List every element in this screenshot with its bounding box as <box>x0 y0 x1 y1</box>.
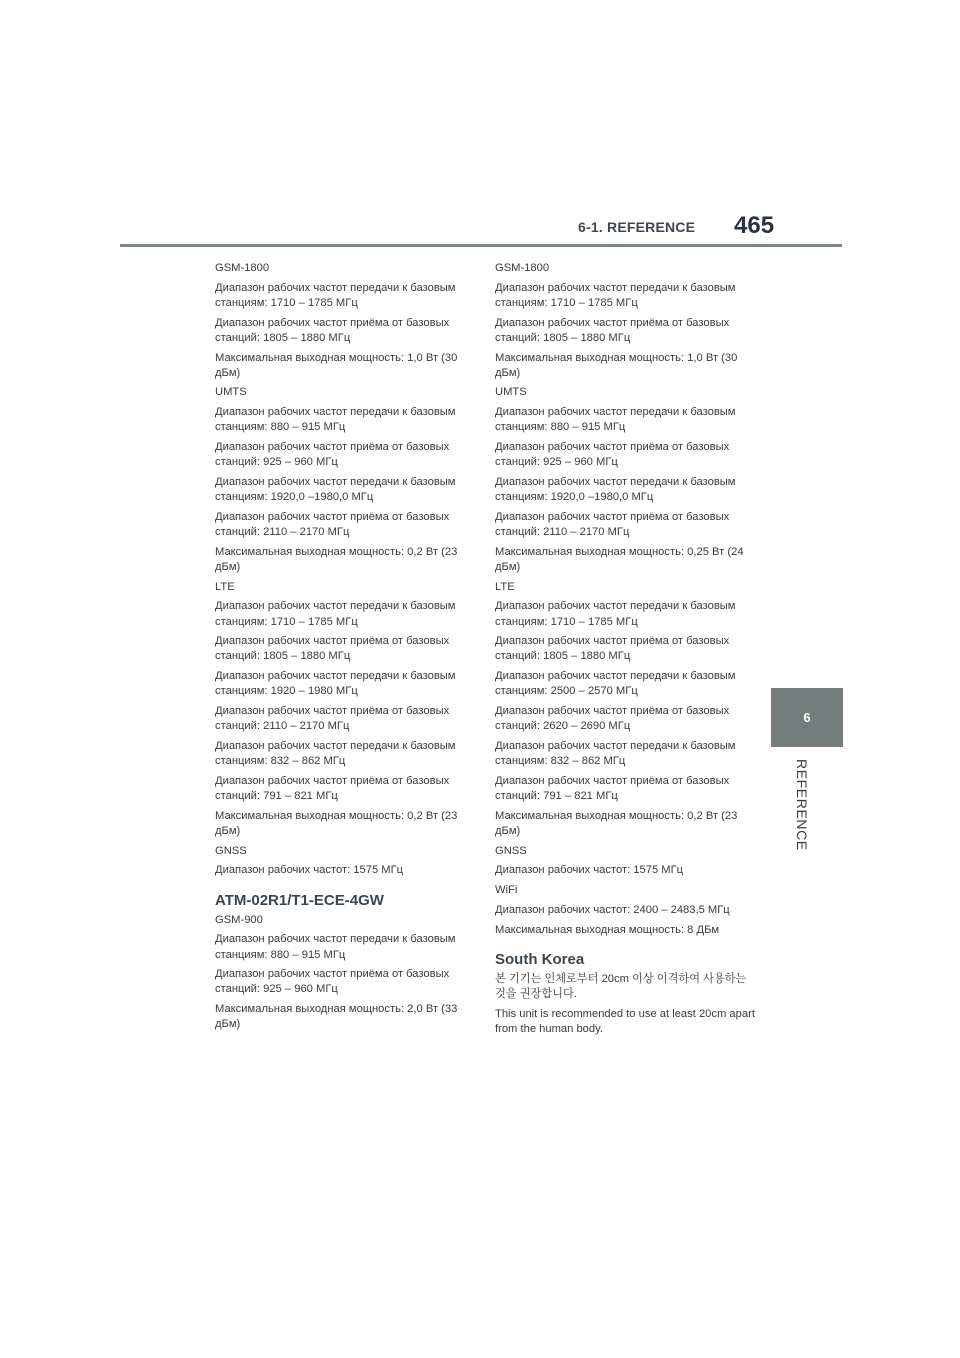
spec-line: Диапазон рабочих частот передачи к базовым станциям: 1710 – 1785 МГц <box>215 600 456 628</box>
spec-line: Максимальная выходная мощность: 0,2 Вт (23 дБм) <box>495 809 738 837</box>
spec-line: LTE <box>215 580 235 593</box>
spec-line: Диапазон рабочих частот приёма от базовых станций: 1805 – 1880 МГц <box>215 316 450 344</box>
spec-line: Диапазон рабочих частот передачи к базовым станциям: 1920,0 –1980,0 МГц <box>215 475 456 504</box>
chapter-tab-number: 6 <box>803 710 811 725</box>
spec-line: Диапазон рабочих частот передачи к базовым станциям: 880 – 915 МГц <box>215 406 456 434</box>
spec-line: Диапазон рабочих частот передачи к базовым станциям: 832 – 862 МГц <box>215 739 456 768</box>
spec-line: Максимальная выходная мощность: 1,0 Вт (30 дБм) <box>215 351 458 379</box>
spec-line: Диапазон рабочих частот приёма от базовых станций: 1805 – 1880 МГц <box>495 635 730 663</box>
spec-line: Диапазон рабочих частот передачи к базовым станциям: 1710 – 1785 МГц <box>495 281 736 309</box>
section-heading: ATM-02R1/T1-ECE-4GW <box>215 891 384 909</box>
spec-line: Диапазон рабочих частот передачи к базовым станциям: 880 – 915 МГц <box>495 406 736 434</box>
spec-line: 본 기기는 인체로부터 20cm 이상 이격하여 사용하는 것을 권장합니다. <box>495 972 747 1000</box>
spec-line: GSM-1800 <box>495 262 550 274</box>
spec-line: Диапазон рабочих частот приёма от базовых станций: 1805 – 1880 МГц <box>495 316 730 344</box>
spec-line: Диапазон рабочих частот передачи к базовым станциям: 1710 – 1785 МГц <box>495 600 736 628</box>
spec-line: WiFi <box>495 884 518 897</box>
spec-line: Диапазон рабочих частот передачи к базовым станциям: 880 – 915 МГц <box>215 933 456 961</box>
spec-line: Диапазон рабочих частот передачи к базовым станциям: 832 – 862 МГц <box>495 739 736 768</box>
spec-line: Диапазон рабочих частот приёма от базовых станций: 925 – 960 МГц <box>215 441 450 469</box>
spec-line: Диапазон рабочих частот приёма от базовых станций: 2110 – 2170 МГц <box>215 705 450 733</box>
spec-line: Диапазон рабочих частот: 2400 – 2483,5 МГц <box>495 903 730 916</box>
spec-line: Диапазон рабочих частот: 1575 МГц <box>215 864 404 877</box>
left-column <box>215 261 475 1037</box>
spec-line: Максимальная выходная мощность: 1,0 Вт (30 дБм) <box>495 351 738 379</box>
section-heading: South Korea <box>495 950 585 968</box>
header-rule <box>120 244 842 247</box>
spec-line: Диапазон рабочих частот приёма от базовых станций: 2110 – 2170 МГц <box>495 510 730 539</box>
spec-line: This unit is recommended to use at least 20cm apart from the human body. <box>495 1007 755 1035</box>
spec-line: Диапазон рабочих частот: 1575 МГц <box>495 864 684 877</box>
spec-line: Диапазон рабочих частот передачи к базовым станциям: 1710 – 1785 МГц <box>215 281 456 309</box>
spec-line: GSM-900 <box>215 913 263 926</box>
spec-line: Диапазон рабочих частот передачи к базовым станциям: 2500 – 2570 МГц <box>495 670 736 698</box>
page-number: 465 <box>734 212 775 239</box>
spec-line: Максимальная выходная мощность: 0,25 Вт (24 дБм) <box>495 545 744 573</box>
chapter-tab[interactable] <box>771 688 843 747</box>
spec-line: Диапазон рабочих частот приёма от базовых станций: 2620 – 2690 МГц <box>495 705 730 733</box>
spec-line: Диапазон рабочих частот приёма от базовых станций: 791 – 821 МГц <box>495 774 730 803</box>
spec-line: Диапазон рабочих частот приёма от базовых станций: 2110 – 2170 МГц <box>215 510 450 539</box>
spec-line: GSM-1800 <box>215 262 270 274</box>
spec-line: Максимальная выходная мощность: 8 ДБм <box>495 923 720 936</box>
spec-line: Максимальная выходная мощность: 0,2 Вт (23 дБм) <box>215 545 458 573</box>
spec-line: Диапазон рабочих частот приёма от базовых станций: 791 – 821 МГц <box>215 774 450 803</box>
spec-line: Диапазон рабочих частот приёма от базовых станций: 925 – 960 МГц <box>495 441 730 469</box>
spec-line: GNSS <box>495 844 527 857</box>
chapter-tab-label: REFERENCE <box>794 759 810 851</box>
right-column <box>495 261 755 1042</box>
spec-line: Максимальная выходная мощность: 2,0 Вт (33 дБм) <box>215 1003 458 1031</box>
header-section-title: 6-1. REFERENCE <box>578 219 696 235</box>
spec-line: UMTS <box>495 386 527 399</box>
spec-line: Диапазон рабочих частот передачи к базовым станциям: 1920,0 –1980,0 МГц <box>495 475 736 504</box>
spec-line: LTE <box>495 580 515 593</box>
spec-line: GNSS <box>215 844 247 857</box>
spec-line: UMTS <box>215 386 247 399</box>
spec-line: Диапазон рабочих частот приёма от базовых станций: 925 – 960 МГц <box>215 968 450 996</box>
spec-line: Диапазон рабочих частот передачи к базовым станциям: 1920 – 1980 МГц <box>215 670 456 698</box>
spec-line: Максимальная выходная мощность: 0,2 Вт (23 дБм) <box>215 809 458 837</box>
spec-line: Диапазон рабочих частот приёма от базовых станций: 1805 – 1880 МГц <box>215 635 450 663</box>
